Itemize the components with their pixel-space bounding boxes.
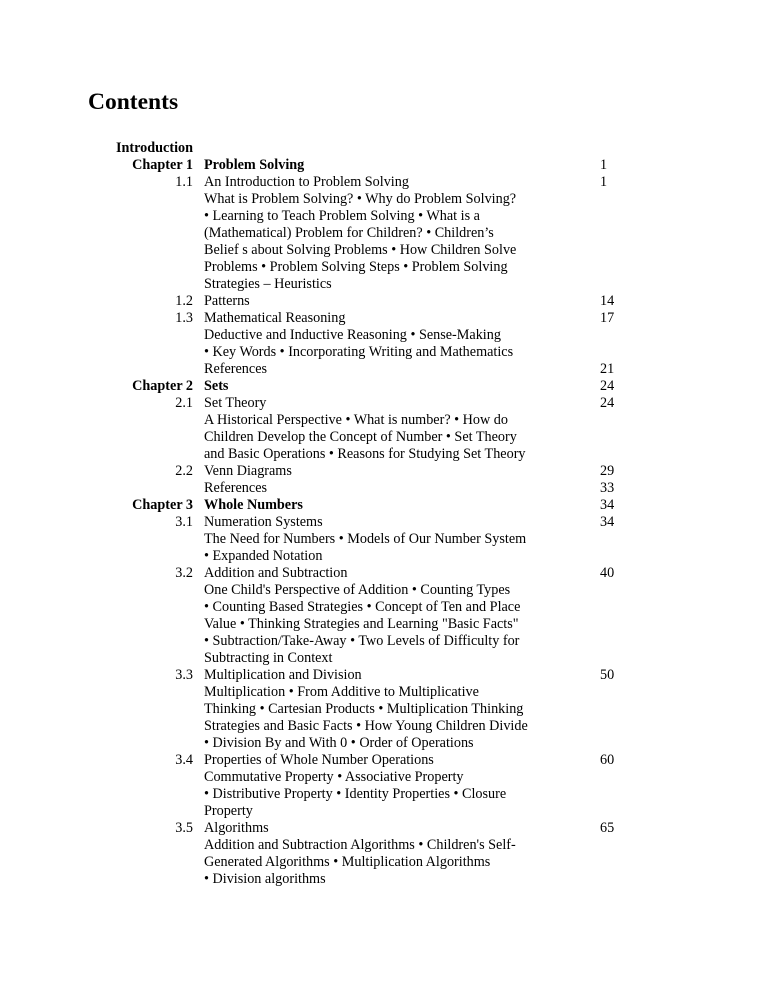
toc-entry-title: Algorithms bbox=[204, 820, 269, 836]
toc-entry bbox=[0, 242, 768, 259]
toc-entry-title: Belief s about Solving Problems • How Children Solve bbox=[204, 242, 517, 258]
toc-entry bbox=[0, 174, 768, 191]
toc-entry bbox=[0, 701, 768, 718]
toc-entry-title: Set Theory bbox=[204, 395, 267, 411]
toc-entry-title: Addition and Subtraction Algorithms • Children's Self- bbox=[204, 837, 516, 853]
toc-entry-title: Patterns bbox=[204, 293, 250, 309]
toc-entry bbox=[0, 412, 768, 429]
toc-entry bbox=[0, 361, 768, 378]
toc-entry-title: One Child's Perspective of Addition • Counting Types bbox=[204, 582, 511, 598]
toc-entry-number: Chapter 2 bbox=[132, 378, 193, 394]
toc-entry bbox=[0, 616, 768, 633]
toc-entry-page: 33 bbox=[600, 480, 615, 496]
toc-entry bbox=[0, 480, 768, 497]
toc-entry-title: Deductive and Inductive Reasoning • Sense-Making bbox=[204, 327, 501, 343]
toc-entry bbox=[0, 752, 768, 769]
toc-entry-title: Subtracting in Context bbox=[204, 650, 333, 666]
toc-entry bbox=[0, 327, 768, 344]
toc-entry-title: Value • Thinking Strategies and Learning "Basic Facts" bbox=[204, 616, 519, 632]
toc-entry bbox=[0, 378, 768, 395]
toc-entry-number: 3.2 bbox=[175, 565, 193, 581]
toc-entry bbox=[0, 157, 768, 174]
toc-entry-page: 24 bbox=[600, 378, 615, 394]
toc-entry-number: 1.1 bbox=[175, 174, 193, 190]
toc-entry-page: 24 bbox=[600, 395, 615, 411]
toc-entry-page: 29 bbox=[600, 463, 615, 479]
toc-entry-title: • Counting Based Strategies • Concept of Ten and Place bbox=[204, 599, 521, 615]
toc-entry-title: Mathematical Reasoning bbox=[204, 310, 346, 326]
toc-entry-title: References bbox=[204, 480, 268, 496]
toc-entry-title: The Need for Numbers • Models of Our Number System bbox=[204, 531, 527, 547]
toc-entry-page: 50 bbox=[600, 667, 615, 683]
toc-entry-page: 1 bbox=[600, 157, 608, 173]
toc-entry-page: 14 bbox=[600, 293, 615, 309]
toc-entry-title: Problems • Problem Solving Steps • Problem Solving bbox=[204, 259, 508, 275]
toc-entry bbox=[0, 837, 768, 854]
toc-entry-title: Numeration Systems bbox=[204, 514, 323, 530]
toc-entry-page: 34 bbox=[600, 514, 615, 530]
toc-entry bbox=[0, 514, 768, 531]
toc-entry-title: Whole Numbers bbox=[204, 497, 303, 513]
toc-entry-title: Venn Diagrams bbox=[204, 463, 292, 479]
toc-entry-number: 3.5 bbox=[175, 820, 193, 836]
toc-entry-number: 3.1 bbox=[175, 514, 193, 530]
toc-entry bbox=[0, 803, 768, 820]
toc-entry bbox=[0, 548, 768, 565]
toc-entry-title: Commutative Property • Associative Property bbox=[204, 769, 464, 785]
toc-entry-title: (Mathematical) Problem for Children? • Children’s bbox=[204, 225, 494, 241]
toc-entry-title: Multiplication and Division bbox=[204, 667, 362, 683]
toc-entry-number: 2.1 bbox=[175, 395, 193, 411]
toc-entry bbox=[0, 735, 768, 752]
page-title: Contents bbox=[88, 89, 179, 115]
toc-entry bbox=[0, 140, 768, 157]
toc-entry bbox=[0, 871, 768, 888]
toc-entry-number: 1.3 bbox=[175, 310, 193, 326]
toc-entry bbox=[0, 769, 768, 786]
toc-entry-number: Chapter 3 bbox=[132, 497, 193, 513]
toc-entry-title: Addition and Subtraction bbox=[204, 565, 348, 581]
toc-entry bbox=[0, 718, 768, 735]
toc-entry-page: 65 bbox=[600, 820, 615, 836]
toc-entry bbox=[0, 786, 768, 803]
toc-entry-title: • Distributive Property • Identity Properties • Closure bbox=[204, 786, 507, 802]
toc-entry-number: Introduction bbox=[116, 140, 193, 156]
toc-entry-title: An Introduction to Problem Solving bbox=[204, 174, 409, 190]
toc-entry bbox=[0, 565, 768, 582]
toc-entry bbox=[0, 429, 768, 446]
toc-entry-page: 1 bbox=[600, 174, 608, 190]
toc-entry bbox=[0, 208, 768, 225]
toc-entry-page: 60 bbox=[600, 752, 615, 768]
toc-entry bbox=[0, 225, 768, 242]
toc-entry-title: Thinking • Cartesian Products • Multiplication Thinking bbox=[204, 701, 524, 717]
toc-entry bbox=[0, 276, 768, 293]
toc-entry-number: 3.4 bbox=[175, 752, 193, 768]
toc-entry-number: Chapter 1 bbox=[132, 157, 193, 173]
toc-entry bbox=[0, 650, 768, 667]
toc-entry bbox=[0, 582, 768, 599]
toc-entry-title: Problem Solving bbox=[204, 157, 305, 173]
toc-entry bbox=[0, 259, 768, 276]
toc-entry bbox=[0, 344, 768, 361]
toc-entry-title: Property bbox=[204, 803, 253, 819]
toc-entry-title: • Division By and With 0 • Order of Operations bbox=[204, 735, 474, 751]
table-of-contents bbox=[0, 140, 768, 888]
toc-entry-title: A Historical Perspective • What is number? • How do bbox=[204, 412, 508, 428]
toc-entry bbox=[0, 293, 768, 310]
toc-entry-page: 34 bbox=[600, 497, 615, 513]
toc-entry-title: • Subtraction/Take-Away • Two Levels of Difficulty for bbox=[204, 633, 520, 649]
toc-entry-page: 40 bbox=[600, 565, 615, 581]
toc-entry bbox=[0, 191, 768, 208]
toc-entry bbox=[0, 599, 768, 616]
toc-entry-title: Properties of Whole Number Operations bbox=[204, 752, 434, 768]
toc-entry-page: 17 bbox=[600, 310, 615, 326]
toc-entry-title: • Learning to Teach Problem Solving • What is a bbox=[204, 208, 480, 224]
toc-entry bbox=[0, 310, 768, 327]
toc-entry bbox=[0, 497, 768, 514]
toc-entry bbox=[0, 684, 768, 701]
toc-entry bbox=[0, 854, 768, 871]
toc-entry bbox=[0, 667, 768, 684]
toc-entry-number: 3.3 bbox=[175, 667, 193, 683]
toc-entry-title: What is Problem Solving? • Why do Problem Solving? bbox=[204, 191, 517, 207]
toc-entry-title: Generated Algorithms • Multiplication Algorithms bbox=[204, 854, 491, 870]
toc-entry-title: Strategies and Basic Facts • How Young Children Divide bbox=[204, 718, 528, 734]
toc-entry-title: Sets bbox=[204, 378, 229, 394]
toc-entry bbox=[0, 633, 768, 650]
toc-entry-title: • Key Words • Incorporating Writing and Mathematics bbox=[204, 344, 514, 360]
toc-entry bbox=[0, 446, 768, 463]
toc-entry-title: References bbox=[204, 361, 268, 377]
toc-entry-title: • Division algorithms bbox=[204, 871, 326, 887]
toc-entry-page: 21 bbox=[600, 361, 615, 377]
toc-entry-number: 2.2 bbox=[175, 463, 193, 479]
toc-entry bbox=[0, 463, 768, 480]
toc-entry bbox=[0, 531, 768, 548]
toc-entry bbox=[0, 395, 768, 412]
toc-entry-title: • Expanded Notation bbox=[204, 548, 323, 564]
toc-entry bbox=[0, 820, 768, 837]
toc-entry-title: Multiplication • From Additive to Multiplicative bbox=[204, 684, 479, 700]
toc-entry-title: Children Develop the Concept of Number • Set Theory bbox=[204, 429, 517, 445]
toc-entry-title: Strategies – Heuristics bbox=[204, 276, 332, 292]
toc-entry-number: 1.2 bbox=[175, 293, 193, 309]
toc-entry-title: and Basic Operations • Reasons for Studying Set Theory bbox=[204, 446, 526, 462]
